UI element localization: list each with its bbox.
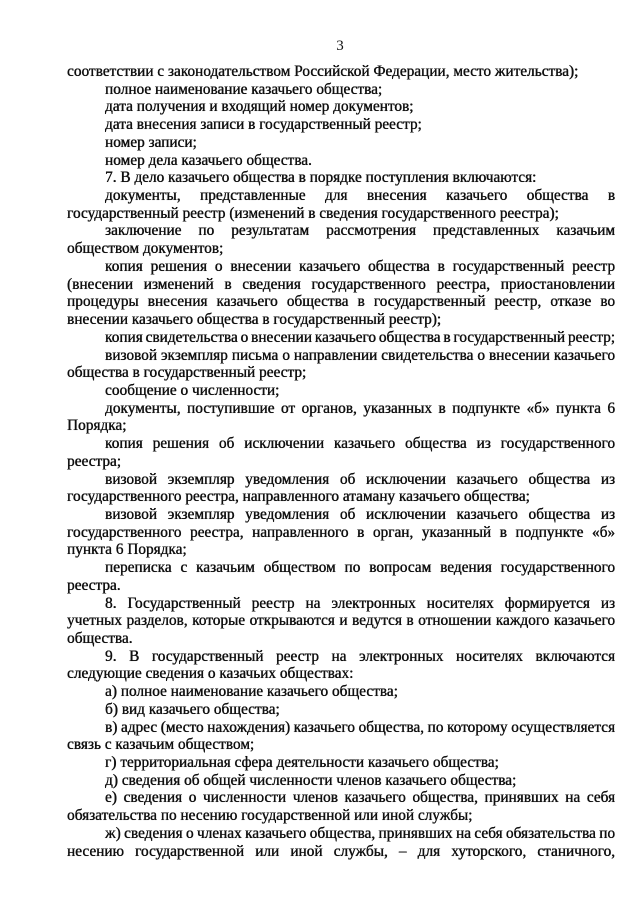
text-line-content: учетных разделов, которые открываются и ведутся в отношении каждого казачьего — [67, 612, 615, 630]
text-line — [67, 169, 615, 187]
text-line — [67, 240, 615, 258]
text-line-content: копия решения о внесении казачьего общества в государственный реестр — [105, 257, 615, 275]
paragraph — [67, 825, 615, 860]
text-line-content: реестра; — [67, 452, 121, 470]
paragraph — [67, 347, 615, 382]
text-line-content: государственного реестра, направленного атаману казачьего общества; — [67, 488, 530, 506]
text-line — [67, 258, 615, 276]
text-line-content: обществом документов; — [67, 240, 224, 258]
text-line — [67, 205, 615, 223]
text-line-content: соответствии с законодательством Российской Федерации, место жительства); — [67, 63, 579, 80]
text-line-content: реестра. — [67, 576, 121, 594]
text-line-content: дата получения и входящий номер документов; — [105, 98, 414, 116]
text-line-content: следующие сведения о казачьих обществах: — [67, 665, 354, 683]
text-line — [67, 417, 615, 435]
text-line-content: документы, представленные для внесения казачьего общества в — [105, 187, 615, 205]
paragraph — [67, 169, 615, 187]
paragraph — [67, 152, 615, 170]
text-line — [67, 506, 615, 524]
text-line — [67, 736, 615, 754]
text-line-content: номер записи; — [105, 133, 197, 151]
text-line-content: общества. — [67, 630, 133, 647]
text-line-content: Порядка; — [67, 417, 127, 435]
text-line-content: ж) сведения о членах казачьего общества, принявших на себя обязательства по — [105, 824, 615, 842]
text-line-content: полное наименование казачьего общества; — [105, 80, 383, 98]
text-line-content: 7. В дело казачьего общества в порядке поступления включаются: — [105, 169, 537, 187]
text-line-content: д) сведения об общей численности членов казачьего общества; — [105, 771, 517, 789]
text-line — [67, 595, 615, 613]
text-line-content: е) сведения о численности членов казачьего общества, принявших на себя — [105, 789, 615, 807]
text-line — [67, 612, 615, 630]
text-line-content: б) вид казачьего общества; — [105, 700, 280, 718]
paragraph — [67, 222, 615, 257]
text-line — [67, 648, 615, 666]
text-line — [67, 276, 615, 294]
text-line — [67, 683, 615, 701]
text-line — [67, 789, 615, 807]
text-line — [67, 719, 615, 737]
paragraph — [67, 506, 615, 559]
text-line-content: документы, поступившие от органов, указанных в подпункте «б» пункта 6 — [105, 399, 615, 417]
text-line — [67, 665, 615, 683]
text-line — [67, 435, 615, 453]
text-line — [67, 63, 615, 81]
text-line-content: визовой экземпляр уведомления об исключении казачьего общества из — [105, 470, 615, 488]
text-line-content: 9. В государственный реестр на электронных носителях включаются — [105, 647, 615, 665]
text-line-content: заключение по результатам рассмотрения представленных казачьим — [105, 222, 615, 240]
text-line-content: общества в государственный реестр; — [67, 364, 307, 382]
text-line-content: 8. Государственный реестр на электронных носителях формируется из — [105, 594, 615, 612]
text-line-content: сообщение о численности; — [105, 381, 280, 399]
text-line — [67, 293, 615, 311]
text-line — [67, 701, 615, 719]
text-line — [67, 541, 615, 559]
text-line-content: визовой экземпляр письма о направлении свидетельства о внесении казачьего — [105, 346, 615, 364]
text-line-content: обязательства по несению государственной или иной службы; — [67, 807, 473, 825]
paragraph — [67, 559, 615, 594]
paragraph — [67, 719, 615, 754]
text-line — [67, 222, 615, 240]
text-line-content: пункта 6 Порядка; — [67, 541, 187, 559]
text-line-content: (внесении изменений в сведения государственного реестра, приостановлении — [67, 275, 615, 293]
text-line — [67, 807, 615, 825]
text-line-content: номер дела казачьего общества. — [105, 151, 312, 169]
paragraph — [67, 471, 615, 506]
paragraph — [67, 701, 615, 719]
text-line-content: внесении казачьего общества в государственный реестр); — [67, 311, 442, 329]
paragraph — [67, 435, 615, 470]
text-line-content: а) полное наименование казачьего общества; — [105, 683, 398, 701]
text-line — [67, 453, 615, 471]
text-line-content: государственного реестра, направленного в орган, указанный в подпункте «б» — [67, 523, 615, 541]
text-line — [67, 400, 615, 418]
text-line-content: несению государственной или иной службы, – для хуторского, станичного, — [67, 842, 615, 860]
text-line — [67, 81, 615, 99]
text-line-content: копия свидетельства о внесении казачьего общества в государственный реестр; — [105, 328, 615, 346]
paragraph — [67, 772, 615, 790]
text-line — [67, 488, 615, 506]
text-line-content: переписка с казачьим обществом по вопросам ведения государственного — [105, 559, 615, 577]
text-line — [67, 630, 615, 648]
text-line — [67, 347, 615, 365]
paragraph — [67, 382, 615, 400]
paragraph — [67, 63, 615, 81]
text-line — [67, 524, 615, 542]
text-line — [67, 382, 615, 400]
paragraph — [67, 400, 615, 435]
text-line — [67, 311, 615, 329]
text-line — [67, 825, 615, 843]
paragraph — [67, 754, 615, 772]
paragraph — [67, 116, 615, 134]
text-line-content: в) адрес (место нахождения) казачьего общества, по которому осуществляется — [105, 718, 615, 736]
paragraph — [67, 683, 615, 701]
text-line — [67, 754, 615, 772]
text-line — [67, 134, 615, 152]
paragraph — [67, 98, 615, 116]
paragraph — [67, 134, 615, 152]
text-line — [67, 116, 615, 134]
text-line — [67, 559, 615, 577]
text-line-content: дата внесения записи в государственный реестр; — [105, 116, 422, 134]
text-line — [67, 98, 615, 116]
paragraph — [67, 648, 615, 683]
text-line-content: г) территориальная сфера деятельности казачьего общества; — [105, 754, 499, 772]
text-line-content: связь с казачьим обществом; — [67, 736, 255, 754]
text-line — [67, 772, 615, 790]
text-line-content: государственный реестр (изменений в сведения государственного реестра); — [67, 204, 559, 222]
text-line — [67, 187, 615, 205]
text-line-content: визовой экземпляр уведомления об исключении казачьего общества из — [105, 505, 615, 523]
page-number: 3 — [336, 38, 344, 54]
text-line — [67, 843, 615, 861]
text-line — [67, 577, 615, 595]
text-line — [67, 329, 615, 347]
paragraph — [67, 789, 615, 824]
text-line — [67, 152, 615, 170]
text-line — [67, 471, 615, 489]
document-body — [67, 63, 615, 860]
text-line-content: копия решения об исключении казачьего общества из государственного — [105, 435, 615, 453]
paragraph — [67, 258, 615, 329]
text-line-content: процедуры внесения казачьего общества в государственный реестр, отказе во — [67, 293, 615, 311]
text-line — [67, 364, 615, 382]
paragraph — [67, 187, 615, 222]
paragraph — [67, 329, 615, 347]
paragraph — [67, 81, 615, 99]
paragraph — [67, 595, 615, 648]
